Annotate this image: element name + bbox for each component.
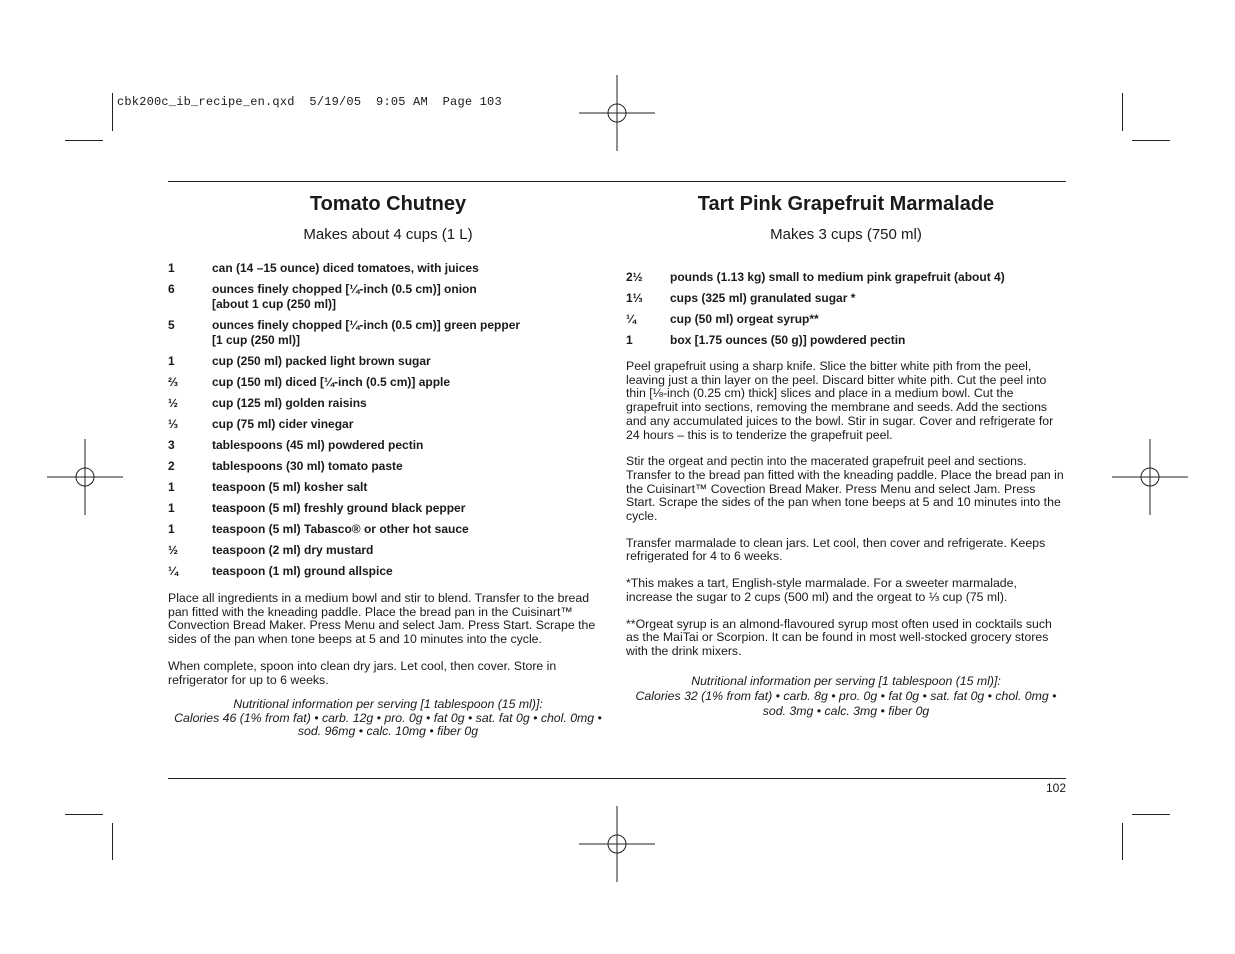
- ingredient-quantity: 1⅓: [626, 291, 643, 305]
- ingredient-item: [626, 291, 1066, 306]
- instruction-paragraph: *This makes a tart, English-style marmalade. For a sweeter marmalade, increase the sugar to 2 cups (500 ml) and the orgeat to ⅓ cup (75 ml).: [626, 576, 1017, 604]
- ingredient-quantity: ¼: [168, 564, 179, 578]
- ingredient-description: cups (325 ml) granulated sugar *: [670, 291, 856, 305]
- ingredient-quantity: 1: [168, 522, 175, 536]
- file-slug: cbk200c_ib_recipe_en.qxd 5/19/05 9:05 AM Page 103: [117, 95, 502, 109]
- recipe-yield: Makes about 4 cups (1 L): [303, 226, 473, 243]
- ingredient-item: [168, 375, 608, 390]
- ingredient-item: [168, 480, 608, 495]
- ingredient-description: teaspoon (5 ml) freshly ground black pepper: [212, 501, 466, 515]
- ingredient-quantity: ½: [168, 543, 179, 557]
- ingredient-description: teaspoon (5 ml) Tabasco® or other hot sauce: [212, 522, 469, 536]
- ingredient-quantity: 1: [168, 261, 175, 275]
- ingredient-description: box [1.75 ounces (50 g)] powdered pectin: [670, 333, 906, 347]
- recipe-grapefruit-marmalade: [626, 190, 1066, 719]
- bottom-rule: [168, 778, 1066, 779]
- ingredient-item: [168, 282, 608, 312]
- top-rule: [168, 181, 1066, 182]
- ingredient-item: [168, 354, 608, 369]
- ingredient-item: [168, 396, 608, 411]
- crop-mark: [1132, 140, 1170, 141]
- nutrition-header: Nutritional information per serving [1 tablespoon (15 ml)]:: [691, 673, 1001, 688]
- recipe-tomato-chutney: [168, 190, 608, 738]
- instruction-paragraph: **Orgeat syrup is an almond-flavoured syrup most often used in cocktails such as the MaiTai or Scorpion. It can be found in most well-stocked grocery stores with the drink mixers.: [626, 616, 1052, 658]
- nutrition-body: Calories 32 (1% from fat) • carb. 8g • pro. 0g • fat 0g • sat. fat 0g • chol. 0mg • sod. 3mg • calc. 3mg • fiber 0g: [635, 688, 1057, 718]
- instruction-paragraph: When complete, spoon into clean dry jars. Let cool, then cover. Store in refrigerator for up to 6 weeks.: [168, 658, 557, 687]
- ingredient-quantity: 2: [168, 459, 175, 473]
- ingredient-description: pounds (1.13 kg) small to medium pink grapefruit (about 4): [670, 270, 1005, 284]
- ingredient-description: ounces finely chopped [¼-inch (0.5 cm)] green pepper [1 cup (250 ml)]: [212, 318, 521, 347]
- page-number: 102: [1045, 781, 1066, 795]
- ingredient-description: cup (250 ml) packed light brown sugar: [212, 354, 431, 368]
- ingredient-item: [168, 459, 608, 474]
- crop-mark: [1122, 93, 1123, 131]
- ingredient-quantity: ⅔: [168, 375, 179, 389]
- ingredient-description: teaspoon (5 ml) kosher salt: [212, 480, 368, 494]
- crop-mark: [1122, 823, 1123, 860]
- ingredient-quantity: 1: [626, 333, 633, 347]
- instruction-paragraph: Place all ingredients in a medium bowl and stir to blend. Transfer to the bread pan fitted with the kneading paddle. Place the bread pan in the Cuisinart™ Convection Bread Maker. Press Menu and select Jam. Press Start. Scrape the sides of the pan when tone beeps at 5 and 10 minutes into the cycle.: [168, 591, 596, 647]
- ingredient-item: [626, 312, 1066, 327]
- ingredient-item: [626, 270, 1066, 285]
- ingredient-item: [168, 501, 608, 516]
- registration-mark-icon: [1112, 439, 1188, 515]
- ingredient-quantity: ¼: [626, 312, 637, 326]
- ingredient-description: teaspoon (1 ml) ground allspice: [212, 564, 393, 578]
- recipe-yield: Makes 3 cups (750 ml): [770, 226, 922, 243]
- crop-mark: [65, 140, 103, 141]
- ingredient-item: [168, 318, 608, 348]
- ingredient-description: ounces finely chopped [¼-inch (0.5 cm)] onion [about 1 cup (250 ml)]: [212, 282, 477, 311]
- ingredient-description: cup (125 ml) golden raisins: [212, 396, 367, 410]
- nutrition-info: [168, 698, 608, 738]
- instruction-paragraph: Stir the orgeat and pectin into the macerated grapefruit peel and sections. Transfer to the bread pan fitted with the kneading paddle. Place the bread pan in the Cuisinart™ Covection Bread Maker. Press Menu and select Jam. Press Start. Scrape the sides of the pan when tone beeps at 5 and 10 minutes into the cycle.: [626, 454, 1064, 524]
- ingredient-description: cup (150 ml) diced [¼-inch (0.5 cm)] apple: [212, 375, 451, 389]
- ingredient-item: [168, 417, 608, 432]
- ingredient-quantity: 2½: [626, 270, 643, 284]
- ingredient-quantity: 3: [168, 438, 175, 452]
- ingredient-quantity: ⅓: [168, 417, 179, 431]
- ingredient-item: [168, 438, 608, 453]
- ingredient-quantity: 6: [168, 282, 175, 296]
- crop-mark: [65, 814, 103, 815]
- recipe-title: Tomato Chutney: [309, 193, 467, 215]
- nutrition-info: [626, 674, 1066, 719]
- registration-mark-icon: [579, 806, 655, 882]
- ingredient-description: teaspoon (2 ml) dry mustard: [212, 543, 374, 557]
- registration-mark-icon: [47, 439, 123, 515]
- ingredient-description: tablespoons (45 ml) powdered pectin: [212, 438, 424, 452]
- ingredient-description: tablespoons (30 ml) tomato paste: [212, 459, 403, 473]
- ingredient-quantity: 5: [168, 318, 175, 332]
- ingredient-quantity: 1: [168, 480, 175, 494]
- ingredient-item: [168, 564, 608, 579]
- ingredient-quantity: ½: [168, 396, 179, 410]
- crop-mark: [112, 823, 113, 860]
- instructions: [626, 360, 1066, 659]
- ingredient-list: [168, 261, 608, 579]
- ingredient-item: [626, 333, 1066, 348]
- ingredient-item: [168, 543, 608, 558]
- nutrition-header: Nutritional information per serving [1 tablespoon (15 ml)]:: [233, 697, 543, 712]
- ingredient-item: [168, 522, 608, 537]
- registration-mark-icon: [579, 75, 655, 151]
- ingredient-list: [626, 270, 1066, 348]
- ingredient-quantity: 1: [168, 501, 175, 515]
- ingredient-quantity: 1: [168, 354, 175, 368]
- crop-mark: [112, 93, 113, 131]
- crop-mark: [1132, 814, 1170, 815]
- instruction-paragraph: Peel grapefruit using a sharp knife. Slice the bitter white pith from the peel, leaving just a thin layer on the peel. Discard bitter white pith. Cut the peel into thin [⅛-inch (0.25 cm) thick] slices and place in a medium bowl. Cut the grapefruit into sections, removing the membrane and seeds. Add the sections and any accumulated juices to the bowl. Stir in sugar. Cover and refrigerate for 24 hours – this is to tenderize the grapefruit peel.: [626, 359, 1054, 442]
- ingredient-description: cup (75 ml) cider vinegar: [212, 417, 354, 431]
- ingredient-description: cup (50 ml) orgeat syrup**: [670, 312, 819, 326]
- ingredient-item: [168, 261, 608, 276]
- ingredient-description: can (14 –15 ounce) diced tomatoes, with juices: [212, 261, 479, 275]
- instruction-paragraph: Transfer marmalade to clean jars. Let cool, then cover and refrigerate. Keeps refrigerated for 4 to 6 weeks.: [626, 535, 1046, 564]
- recipe-title: Tart Pink Grapefruit Marmalade: [697, 193, 995, 215]
- instructions: [168, 592, 608, 687]
- nutrition-body: Calories 46 (1% from fat) • carb. 12g • pro. 0g • fat 0g • sat. fat 0g • chol. 0mg • sod. 96mg • calc. 10mg • fiber 0g: [174, 710, 602, 739]
